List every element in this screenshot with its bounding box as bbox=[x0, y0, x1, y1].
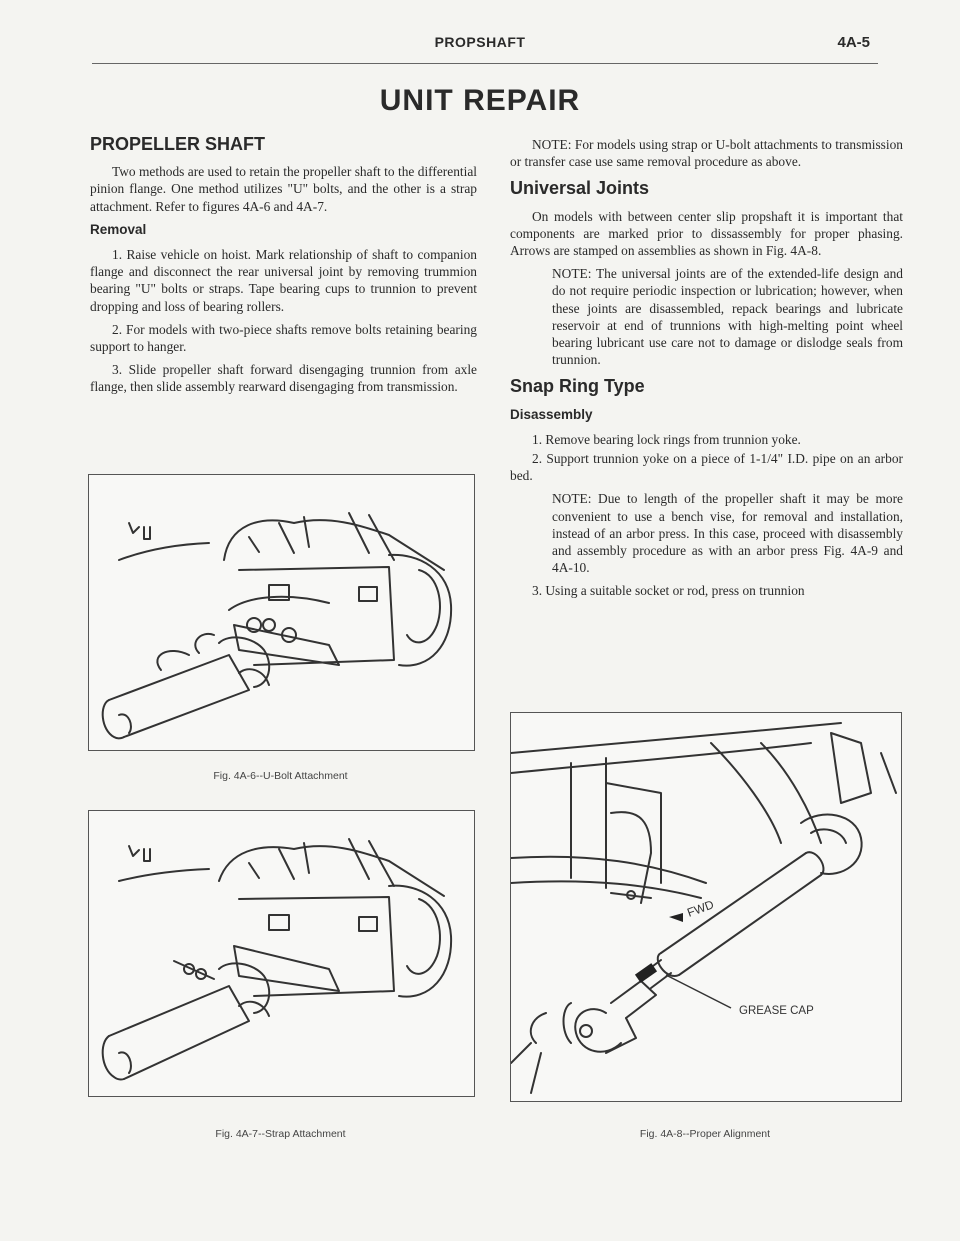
page-number: 4A-5 bbox=[837, 34, 870, 51]
header-rule bbox=[92, 63, 878, 64]
note-strap-ubolt: NOTE: For models using strap or U-bolt attachments to transmission or transfer case use same removal procedure as above. bbox=[510, 137, 903, 170]
removal-step-3: 3. Slide propeller shaft forward disengaging trunnion from axle flange, then slide assembly rearward disengaging from transmission. bbox=[90, 362, 477, 395]
removal-heading: Removal bbox=[90, 221, 147, 237]
right-column bbox=[510, 136, 903, 606]
figure-4a-8-caption: Fig. 4A-8--Proper Alignment bbox=[639, 1128, 771, 1140]
universal-joints-paragraph: On models with between center slip propshaft it is important that components are marked prior to dissassembly for proper phasing. Arrows are stamped on assemblies as shown in Fig. 4A-8. bbox=[510, 208, 903, 259]
figure-4a-6-caption: Fig. 4A-6--U-Bolt Attachment bbox=[213, 770, 348, 782]
disassembly-step-1: 1. Remove bearing lock rings from trunnion yoke. bbox=[532, 431, 801, 447]
figure-4a-7-caption: Fig. 4A-7--Strap Attachment bbox=[215, 1128, 346, 1140]
note-extended-life: NOTE: The universal joints are of the extended-life design and do not require periodic inspection or lubrication; however, when these joints are disassembled, repack bearings and lubricate reservoir at end of trunnions with high-melting point wheel bearing lubricant use care not to damage or dislodge seals from trunnion. bbox=[552, 266, 903, 368]
section-heading-universal-joints: Universal Joints bbox=[510, 178, 650, 199]
page-title: UNIT REPAIR bbox=[379, 84, 581, 117]
figure-4a-6-illustration bbox=[88, 474, 475, 751]
figure-4a-7-illustration bbox=[88, 810, 475, 1097]
fwd-arrow-label: FWD bbox=[685, 897, 716, 920]
grease-cap-label: GREASE CAP bbox=[739, 1005, 814, 1017]
left-column bbox=[90, 136, 477, 402]
disassembly-heading: Disassembly bbox=[510, 406, 593, 422]
intro-paragraph: Two methods are used to retain the propeller shaft to the differential pinion flange. One method utilizes "U" bolts, and the other is a strap attachment. Refer to figures 4A-6 and 4A-7. bbox=[90, 164, 477, 214]
figure-4a-8-illustration bbox=[510, 712, 902, 1102]
section-heading-propeller-shaft: PROPELLER SHAFT bbox=[90, 134, 266, 154]
note-bench-vise: NOTE: Due to length of the propeller shaft it may be more convenient to use a bench vise, for removal and installation, instead of an arbor press. In this case, proceed with disassembly and assembly procedure as with an arbor press Fig. 4A-9 and 4A-10. bbox=[552, 491, 903, 576]
section-heading-snap-ring: Snap Ring Type bbox=[510, 376, 645, 397]
disassembly-step-2: 2. Support trunnion yoke on a piece of 1-1/4" I.D. pipe on an arbor bed. bbox=[510, 451, 903, 484]
removal-step-1: 1. Raise vehicle on hoist. Mark relationship of shaft to companion flange and disconnect the rear universal joint by removing trummion bearing "U" bolts or straps. Tape bearing cups to trunnion to prevent dropping and loss of bearing rollers. bbox=[90, 247, 477, 314]
header-title: PROPSHAFT bbox=[434, 34, 526, 50]
disassembly-step-3: 3. Using a suitable socket or rod, press on trunnion bbox=[532, 583, 805, 599]
removal-step-2: 2. For models with two-piece shafts remove bolts retaining bearing support to hanger. bbox=[90, 321, 477, 355]
